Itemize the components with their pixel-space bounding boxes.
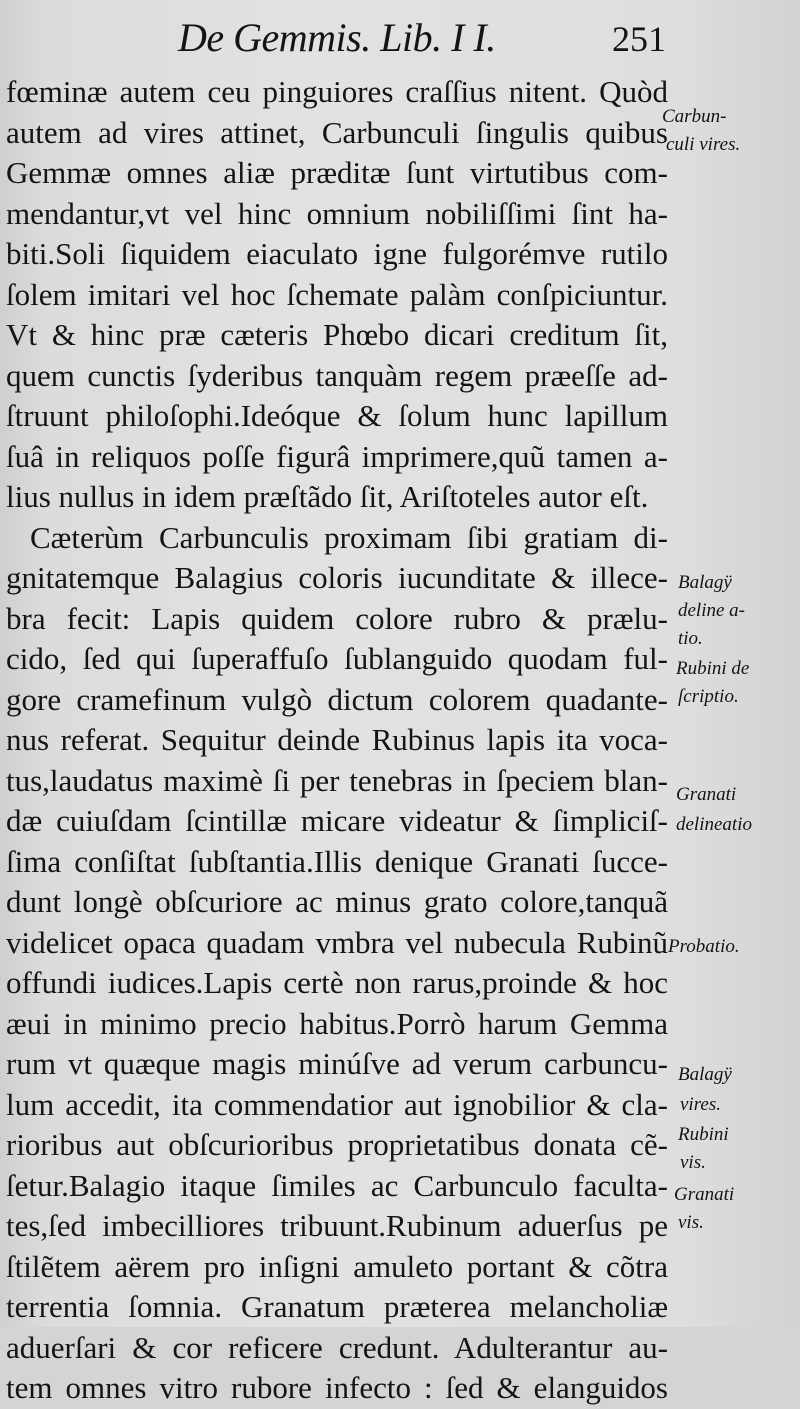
text-line: gnitatemque Balagius coloris iucunditate & illece- (6, 560, 668, 595)
margin-note: Carbun- (662, 106, 727, 127)
text-line: ſolem imitari vel hoc ſchemate palàm conſpiciuntur. (6, 276, 668, 312)
page-number: 251 (612, 19, 666, 59)
text-line: nus referat. Sequitur deinde Rubinus lapis ita voca- (6, 722, 668, 757)
margin-note: Balagÿ (678, 572, 732, 593)
text-line: æui in minimo precio habitus.Porrò harum Gemma (6, 1005, 668, 1041)
text-line: ſtruunt philoſophi.Ideóque & ſolum hunc lapillum (6, 398, 668, 433)
margin-note: Rubini de (676, 658, 750, 679)
margin-note: Balagÿ (678, 1064, 732, 1085)
text-line: tus,laudatus maximè ſi per tenebras in ſpeciem blan- (6, 762, 668, 798)
text-line: lum accedit, ita commendatior aut ignobilior & cla- (6, 1086, 668, 1122)
text-line: Gemmæ omnes aliæ præditæ ſunt virtutibus com- (6, 155, 668, 190)
text-line: Vt & hinc præ cæteris Phœbo dicari creditum ſit, (6, 317, 668, 352)
running-title: De Gemmis. Lib. I I. (178, 15, 496, 60)
margin-note: deline a- (678, 600, 746, 621)
text-line: ſima conſiſtat ſubſtantia.Illis denique Granati ſucce- (6, 843, 668, 879)
text-line: autem ad vires attinet, Carbunculi ſingulis quibus (6, 114, 668, 150)
margin-note: Probatio. (668, 936, 740, 957)
text-line: lius nullus in idem præſtãdo ſit, Ariſtoteles autor eſt. (6, 479, 649, 514)
margin-note: vis. (680, 1152, 706, 1173)
text-line: Cæterùm Carbunculis proximam ſibi gratiam di- (30, 519, 668, 555)
margin-note: ſcriptio. (678, 686, 739, 707)
margin-note: Granati (676, 784, 737, 805)
text-line: videlicet opaca quadam vmbra vel nubecula Rubinũ (6, 924, 668, 960)
text-line: quem cunctis ſyderibus tanquàm regem præeſſe ad- (6, 357, 668, 393)
margin-note: vis. (678, 1212, 704, 1233)
text-line: offundi iudices.Lapis certè non rarus,proinde & hoc (6, 965, 668, 1000)
text-line: dæ cuiuſdam ſcintillæ micare videatur & ſimpliciſ- (6, 803, 668, 838)
text-line: ſtilẽtem aërem pro inſigni amuleto portant & cõtra (6, 1248, 668, 1284)
text-line: ſetur.Balagio itaque ſimiles ac Carbunculo faculta- (6, 1167, 668, 1203)
margin-note: delineatio (676, 814, 752, 835)
text-line: tes,ſed imbecilliores tribuunt.Rubinum aduerſus pe (6, 1208, 668, 1243)
text-line: gore cramefinum vulgò dictum colorem quadante- (6, 681, 668, 717)
margin-note: Rubini (678, 1124, 729, 1145)
text-line: ſuâ in reliquos poſſe figurâ imprimere,quũ tamen a- (6, 438, 668, 474)
text-line: biti.Soli ſiquidem eiaculato igne fulgorémve rutilo (6, 236, 668, 271)
margin-note: vires. (680, 1094, 721, 1115)
text-line: rum vt quæque magis minúſve ad verum carbuncu- (6, 1046, 668, 1081)
text-line: mendantur,vt vel hinc omnium nobiliſſimi ſint ha- (6, 195, 668, 231)
text-line: terrentia ſomnia. Granatum præterea melancholiæ (6, 1289, 668, 1324)
text-line: rioribus aut obſcurioribus proprietatibus donata cẽ- (6, 1127, 668, 1162)
text-line: dunt longè obſcuriore ac minus grato colore,tanquã (6, 884, 668, 919)
text-line: fœminæ autem ceu pinguiores craſſius nitent. Quòd (6, 74, 668, 109)
margin-note: culi vires. (666, 134, 741, 155)
margin-note: tio. (678, 628, 703, 649)
text-line: aduerſari & cor reficere credunt. Adulterantur au- (6, 1329, 668, 1365)
margin-note: Granati (674, 1184, 735, 1205)
text-line: cido, ſed qui ſuperaffuſo ſublanguido quodam ful- (6, 641, 668, 676)
text-line: bra fecit: Lapis quidem colore rubro & prælu- (6, 600, 668, 636)
text-line: tem omnes vitro rubore infecto : ſed & elanguidos (6, 1370, 668, 1405)
